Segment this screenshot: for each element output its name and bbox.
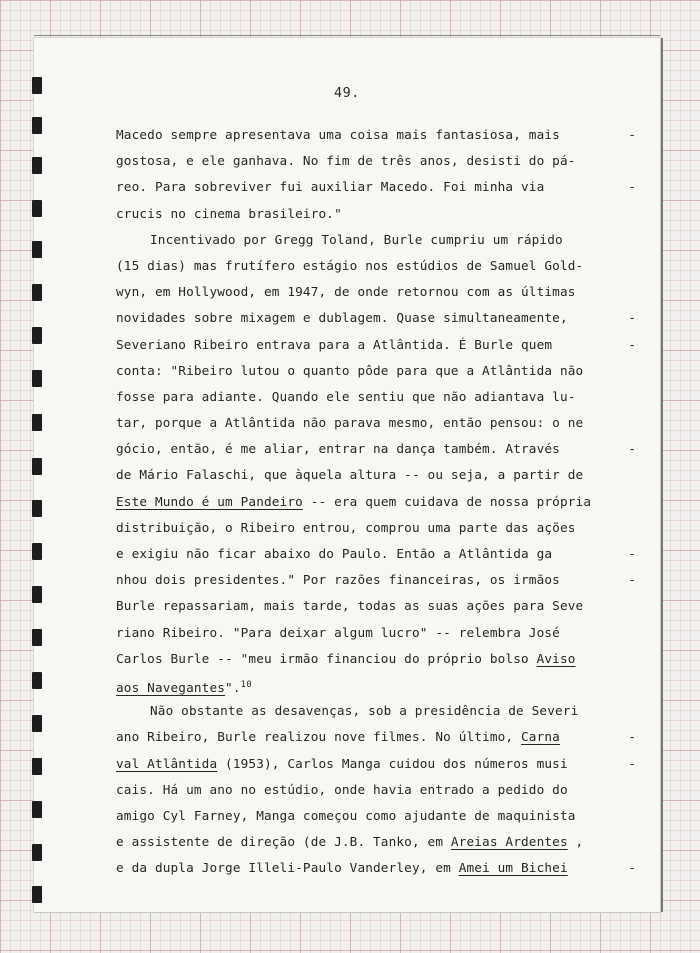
footnote-marker: 10 bbox=[240, 679, 252, 690]
binding-hole bbox=[32, 327, 42, 344]
text-line bbox=[116, 541, 636, 567]
text-line bbox=[116, 305, 636, 331]
text-line bbox=[116, 646, 636, 672]
text-line-content: Não obstante as desavenças, sob a presidência de Severi bbox=[150, 703, 579, 719]
title-underline: Areias Ardentes bbox=[450, 834, 568, 850]
binding-hole bbox=[32, 117, 42, 134]
line-end-hyphen: - bbox=[628, 860, 636, 876]
text-line bbox=[116, 279, 636, 305]
binding-hole bbox=[32, 500, 42, 517]
text-line bbox=[116, 698, 636, 724]
text-line bbox=[116, 567, 636, 593]
text-line-content: fosse para adiante. Quando ele sentiu que não adiantava lu- bbox=[116, 388, 576, 404]
text-line-content: distribuição, o Ribeiro entrou, comprou uma parte das ações bbox=[116, 519, 576, 535]
title-underline: Este Mundo é um Pandeiro bbox=[116, 493, 303, 509]
text-line bbox=[116, 777, 636, 803]
binding-hole bbox=[32, 543, 42, 560]
text-line-content: riano Ribeiro. "Para deixar algum lucro" -- relembra José bbox=[116, 624, 560, 640]
title-underline: Amei um Bichei bbox=[458, 860, 568, 876]
text-line-content: Severiano Ribeiro entrava para a Atlântida. É Burle quem bbox=[116, 336, 553, 352]
text-line bbox=[116, 332, 636, 358]
title-underline: aos Navegantes bbox=[116, 680, 226, 696]
text-line bbox=[116, 122, 636, 148]
text-line bbox=[116, 803, 636, 829]
binding-hole bbox=[32, 370, 42, 387]
text-line-content: amigo Cyl Farney, Manga começou como ajudante de maquinista bbox=[116, 807, 576, 823]
line-end-hyphen: - bbox=[628, 310, 636, 326]
text-line-content: de Mário Falaschi, que àquela altura -- ou seja, a partir de bbox=[116, 467, 584, 483]
title-underline: Aviso bbox=[536, 650, 576, 666]
binding-hole bbox=[32, 672, 42, 689]
text-line bbox=[116, 227, 636, 253]
text-line-content: Incentivado por Gregg Toland, Burle cumpriu um rápido bbox=[150, 231, 563, 247]
binding-hole bbox=[32, 629, 42, 646]
text-line bbox=[116, 358, 636, 384]
text-line-content: e assistente de direção (de J.B. Tanko, em Areias Ardentes , bbox=[116, 834, 584, 850]
text-line bbox=[116, 201, 636, 227]
binding-hole bbox=[32, 157, 42, 174]
line-end-hyphen: - bbox=[628, 546, 636, 561]
text-line bbox=[116, 620, 636, 646]
binding-hole bbox=[32, 77, 42, 94]
text-line-content: tar, porque a Atlântida não parava mesmo, então pensou: o ne bbox=[116, 415, 584, 431]
text-line-content: Este Mundo é um Pandeiro -- era quem cuidava de nossa própria bbox=[116, 493, 592, 509]
line-end-hyphen: - bbox=[628, 336, 636, 352]
text-line-content: Macedo sempre apresentava uma coisa mais fantasiosa, mais bbox=[116, 127, 560, 142]
text-line bbox=[116, 855, 636, 881]
text-line bbox=[116, 148, 636, 174]
text-line bbox=[116, 515, 636, 541]
text-line bbox=[116, 751, 636, 777]
title-underline: val Atlântida bbox=[116, 755, 218, 771]
text-line bbox=[116, 462, 636, 488]
text-line-content: ano Ribeiro, Burle realizou nove filmes. No último, Carna bbox=[116, 729, 560, 745]
line-end-hyphen: - bbox=[628, 179, 636, 195]
text-line-content: Burle repassariam, mais tarde, todas as suas ações para Seve bbox=[116, 598, 584, 614]
text-line bbox=[116, 829, 636, 855]
page-top-edge bbox=[34, 35, 660, 40]
text-line-content: cais. Há um ano no estúdio, onde havia entrado a pedido do bbox=[116, 781, 568, 797]
line-end-hyphen: - bbox=[628, 572, 636, 588]
text-line bbox=[116, 174, 636, 200]
text-line bbox=[116, 410, 636, 436]
text-line bbox=[116, 593, 636, 619]
text-line bbox=[116, 253, 636, 279]
text-line-content: e exigiu não ficar abaixo do Paulo. Então a Atlântida ga bbox=[116, 546, 553, 561]
binding-hole bbox=[32, 200, 42, 217]
title-underline: Carna bbox=[521, 729, 560, 745]
text-line-content: (15 dias) mas frutífero estágio nos estúdios de Samuel Gold- bbox=[116, 257, 584, 273]
binding-hole bbox=[32, 886, 42, 903]
text-line-content: val Atlântida (1953), Carlos Manga cuidou dos números musi bbox=[116, 755, 568, 771]
text-line-content: e da dupla Jorge Illeli-Paulo Vanderley, em Amei um Bichei bbox=[116, 860, 568, 876]
line-end-hyphen: - bbox=[628, 729, 636, 745]
text-line bbox=[116, 436, 636, 462]
text-line-content: novidades sobre mixagem e dublagem. Quase simultaneamente, bbox=[116, 310, 568, 326]
text-line-content: aos Navegantes".$^{10}$ bbox=[116, 679, 252, 696]
text-line-content: gostosa, e ele ganhava. No fim de três anos, desisti do pá- bbox=[116, 153, 576, 169]
text-line-content: reo. Para sobreviver fui auxiliar Macedo. Foi minha via bbox=[116, 179, 545, 195]
line-end-hyphen: - bbox=[628, 441, 636, 457]
binding-hole bbox=[32, 241, 42, 258]
document-page bbox=[34, 38, 660, 912]
binding-hole bbox=[32, 414, 42, 431]
text-line-content: wyn, em Hollywood, em 1947, de onde retornou com as últimas bbox=[116, 284, 576, 300]
page-right-edge bbox=[658, 38, 663, 912]
binding-hole bbox=[32, 715, 42, 732]
line-end-hyphen: - bbox=[628, 127, 636, 142]
binding-hole bbox=[32, 844, 42, 861]
text-line-content: nhou dois presidentes." Por razões financeiras, os irmãos bbox=[116, 572, 560, 588]
text-line bbox=[116, 384, 636, 410]
binding-hole bbox=[32, 801, 42, 818]
binding-hole bbox=[32, 458, 42, 475]
binding-hole bbox=[32, 284, 42, 301]
text-line-content: gócio, então, é me aliar, entrar na dança também. Através bbox=[116, 441, 560, 457]
text-line-content: Carlos Burle -- "meu irmão financiou do próprio bolso Aviso bbox=[116, 650, 576, 666]
text-line-content: crucis no cinema brasileiro." bbox=[116, 205, 342, 221]
binding-hole bbox=[32, 758, 42, 775]
text-line bbox=[116, 672, 636, 698]
binding-hole bbox=[32, 586, 42, 603]
binding-holes bbox=[32, 38, 44, 912]
page-number: 49. bbox=[334, 85, 360, 101]
text-line bbox=[116, 724, 636, 750]
text-line bbox=[116, 489, 636, 515]
body-text bbox=[116, 122, 636, 881]
line-end-hyphen: - bbox=[628, 755, 636, 771]
text-line-content: conta: "Ribeiro lutou o quanto pôde para que a Atlântida não bbox=[116, 362, 584, 378]
